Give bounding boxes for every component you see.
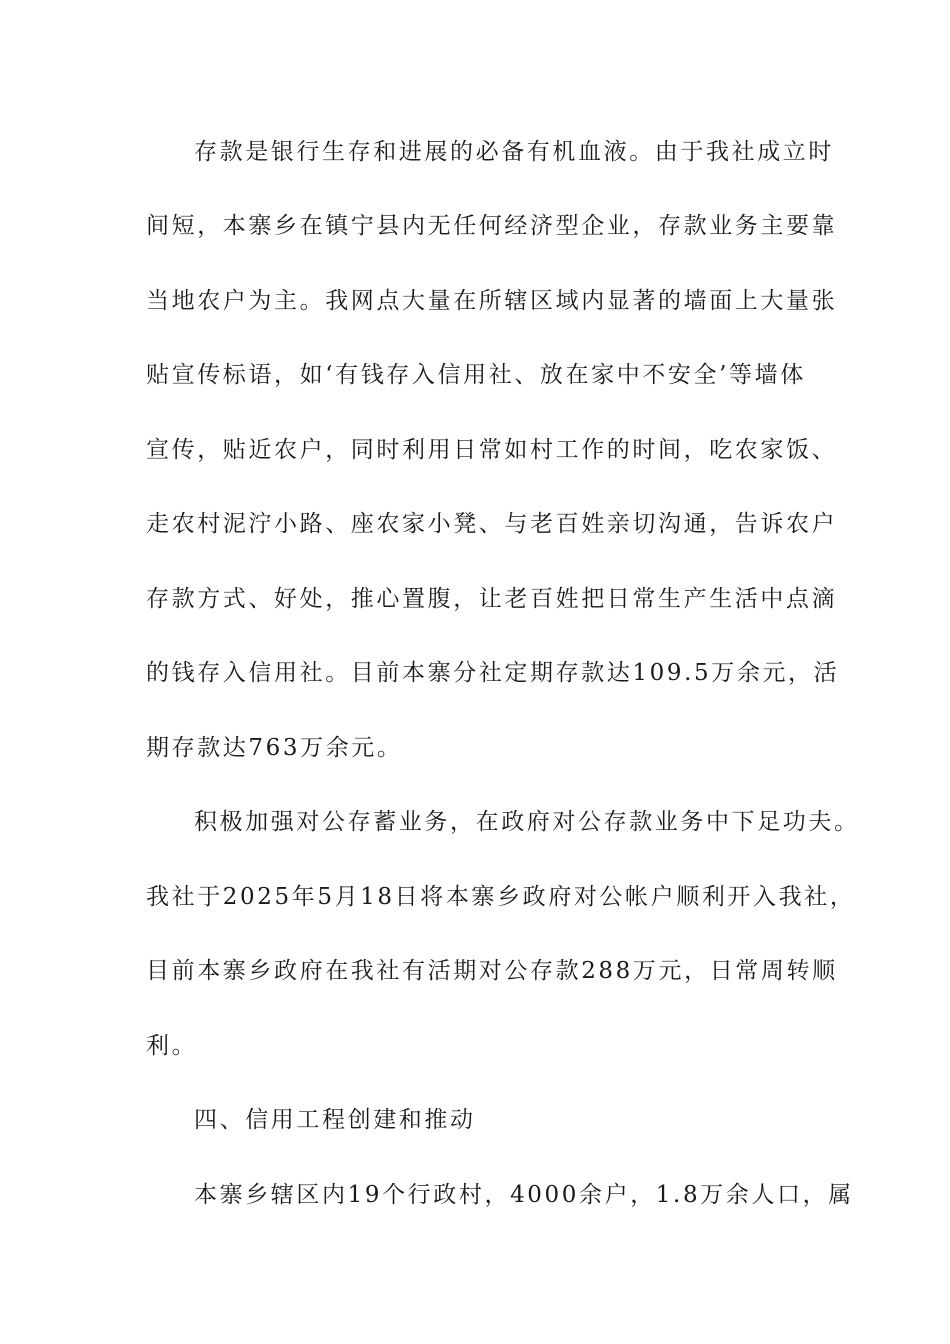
paragraph-1-line-4: 贴宣传标语，如‘有钱存入信用社、放在家中不安全’等墙体 [146, 362, 806, 388]
paragraph-1-line-2: 间短，本寨乡在镇宁县内无任何经济型企业，存款业务主要靠 [146, 213, 838, 239]
paragraph-3-line-1: 本寨乡辖区内19个行政村，4000余户，1.8万余人口，属 [194, 1182, 854, 1208]
paragraph-2-line-2: 我社于2025年5月18日将本寨乡政府对公帐户顺利开入我社， [146, 884, 856, 910]
paragraph-1-line-9: 期存款达763万余元。 [146, 735, 403, 761]
paragraph-1-line-1: 存款是银行生存和进展的必备有机血液。由于我社成立时 [194, 139, 834, 165]
paragraph-1-line-3: 当地农户为主。我网点大量在所辖区域内显著的墙面上大量张 [146, 288, 838, 314]
paragraph-1-line-5: 宣传，贴近农户，同时利用日常如村工作的时间，吃农家饭、 [146, 437, 838, 463]
paragraph-1-line-8: 的钱存入信用社。目前本寨分社定期存款达109.5万余元，活 [146, 660, 840, 686]
paragraph-2-line-3: 目前本寨乡政府在我社有活期对公存款288万元，日常周转顺 [146, 958, 838, 984]
paragraph-2-line-1: 积极加强对公存蓄业务，在政府对公存款业务中下足功夫。 [194, 809, 860, 835]
paragraph-1-line-6: 走农村泥泞小路、座农家小凳、与老百姓亲切沟通，告诉农户 [146, 511, 838, 537]
paragraph-2-line-4: 利。 [146, 1033, 198, 1059]
section-heading: 四、信用工程创建和推动 [194, 1107, 476, 1133]
paragraph-1-line-7: 存款方式、好处，推心置腹，让老百姓把日常生产生活中点滴 [146, 586, 838, 612]
